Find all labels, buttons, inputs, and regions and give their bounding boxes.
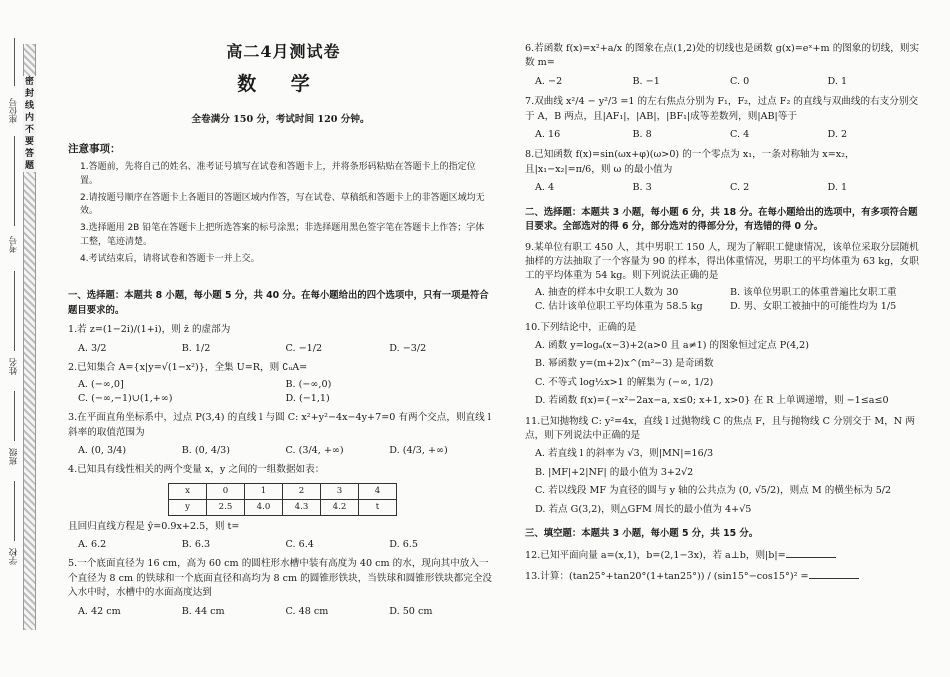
option: D. 6.5 bbox=[389, 539, 418, 551]
question-7 bbox=[525, 95, 925, 142]
option: A. 3/2 bbox=[78, 342, 107, 354]
note-item: 2.请按题号顺序在答题卡上各题目的答题区域内作答，写在试卷、草稿纸和答题卡上的非答题区域均无效。 bbox=[80, 192, 485, 217]
blank-line bbox=[14, 136, 15, 226]
option: A. −2 bbox=[535, 75, 563, 87]
label-seat: 座位号 bbox=[9, 98, 19, 124]
option: B. 44 cm bbox=[181, 605, 225, 617]
section-heading: 二、选择题：本题共 3 小题，每小题 6 分，共 18 分。在每小题给出的选项中，有多项符合题目要求。全部选对的得 6 分，部分选对的得部分分，有选错的得 0 分。 bbox=[525, 206, 918, 233]
subject-title: 数 学 bbox=[237, 73, 324, 95]
table-cell: 2 bbox=[283, 483, 321, 499]
table-cell: 2.5 bbox=[207, 499, 245, 515]
option: C. (3/4, +∞) bbox=[285, 445, 344, 457]
question-stem: 4.已知具有线性相关的两个变量 x，y 之间的一组数据如表： bbox=[68, 464, 325, 476]
options bbox=[68, 378, 493, 407]
table-cell: 4.3 bbox=[283, 499, 321, 515]
question-4 bbox=[68, 463, 493, 552]
option: D. 男、女职工被抽中的可能性均为 1/5 bbox=[730, 301, 897, 313]
option: B. |MF|+2|NF| 的最小值为 3+2√2 bbox=[535, 466, 694, 478]
question-stem: 5.一个底面直径为 16 cm，高为 60 cm 的圆柱形水槽中装有高度为 40 cm 的水，现向其中放入一个直径为 8 cm 的铁球和一个底面直径和高均为 8 cm 的圆锥形铁块，当铁球和圆锥形铁块都完全没入水中时，水槽中的水面高度达到 bbox=[68, 558, 493, 599]
option: B. 该单位男职工的体重普遍比女职工重 bbox=[730, 286, 897, 298]
option: C. 2 bbox=[730, 182, 750, 194]
seal-text: 密 封 线 内 不 要 答 题 bbox=[24, 77, 34, 171]
option: A. 4 bbox=[535, 182, 555, 194]
options bbox=[68, 605, 493, 619]
question-tail: 且回归直线方程是 ŷ=0.9x+2.5，则 t= bbox=[68, 520, 240, 532]
option: A. 函数 y=logₐ(x−3)+2(a>0 且 a≠1) 的图象恒过定点 P(4,2) bbox=[535, 340, 809, 352]
options bbox=[525, 75, 925, 89]
section-heading: 三、填空题：本题共 3 小题，每小题 5 分，共 15 分。 bbox=[525, 527, 759, 539]
option: B. 1/2 bbox=[181, 342, 211, 354]
option: C. (−∞,−1)∪(1,+∞) bbox=[78, 392, 173, 404]
table-row bbox=[169, 483, 397, 499]
question-stem: 11.已知抛物线 C: y²=4x，直线 l 过抛物线 C 的焦点 F，且与抛物线 C 分别交于 M，N 两点，则下列说法中正确的是 bbox=[525, 415, 915, 441]
question-stem: 2.已知集合 A={x|y=√(1−x²)}，全集 U=R，则 ∁ᵤA= bbox=[68, 362, 308, 374]
exam-meta: 全卷满分 150 分，考试时间 120 分钟。 bbox=[191, 113, 370, 125]
option: D. (4/3, +∞) bbox=[389, 445, 448, 457]
question-5 bbox=[68, 557, 493, 619]
label-school: 学校 bbox=[9, 548, 19, 565]
option: B. 6.3 bbox=[181, 539, 211, 551]
option: A. 若直线 l 的斜率为 √3，则|MN|=16/3 bbox=[535, 448, 714, 460]
question-13 bbox=[525, 569, 925, 584]
option: B. (0, 4/3) bbox=[181, 445, 231, 457]
option: B. −1 bbox=[632, 75, 660, 87]
question-8 bbox=[525, 148, 925, 195]
option: D. 1 bbox=[827, 182, 848, 194]
label-name: 姓名 bbox=[9, 358, 19, 375]
option: D. 1 bbox=[827, 75, 848, 87]
option: A. 6.2 bbox=[78, 539, 107, 551]
table-cell: 4 bbox=[359, 483, 397, 499]
option: A. 42 cm bbox=[78, 605, 121, 617]
note-item: 4.考试结束后，请将试卷和答题卡一并上交。 bbox=[80, 254, 260, 265]
option: B. 8 bbox=[632, 128, 652, 140]
option: C. 若以线段 MF 为直径的圆与 y 轴的公共点为 (0, √5/2)，则点 M 的横坐标为 5/2 bbox=[535, 485, 892, 497]
question-11 bbox=[525, 415, 925, 517]
question-stem: 3.在平面直角坐标系中，过点 P(3,4) 的直线 l 与圆 C: x²+y²−4x−4y+7=0 有两个交点，则直线 l 斜率的取值范围为 bbox=[68, 412, 491, 438]
section-heading: 一、选择题：本题共 8 小题，每小题 5 分，共 40 分。在每小题给出的四个选项中，只有一项是符合题目要求的。 bbox=[68, 290, 489, 316]
options bbox=[525, 181, 925, 195]
question-stem: 8.已知函数 f(x)=sin(ωx+φ)(ω>0) 的一个零点为 x₁，一条对称轴为 x=x₂，且|x₁−x₂|=π/6，则 ω 的最小值为 bbox=[525, 149, 855, 175]
options bbox=[68, 444, 493, 458]
answer-blank bbox=[786, 548, 836, 558]
table-cell: t bbox=[359, 499, 397, 515]
label-class: 班级 bbox=[9, 448, 19, 465]
option: A. (0, 3/4) bbox=[78, 445, 127, 457]
options bbox=[525, 128, 925, 142]
exam-title: 高二4月测试卷 bbox=[226, 42, 341, 61]
question-12 bbox=[525, 548, 925, 563]
option: D. −3/2 bbox=[389, 342, 427, 354]
blank-line bbox=[14, 481, 15, 541]
question-stem: 6.若函数 f(x)=x²+a/x 的图象在点(1,2)处的切线也是函数 g(x)=eˣ+m 的图象的切线，则实数 m= bbox=[525, 43, 920, 69]
option: C. 48 cm bbox=[285, 605, 329, 617]
option: C. 4 bbox=[730, 128, 750, 140]
option: A. (−∞,0] bbox=[78, 378, 124, 390]
question-10 bbox=[525, 321, 925, 409]
question-9 bbox=[525, 241, 925, 315]
question-6 bbox=[525, 42, 925, 89]
table-cell: 3 bbox=[321, 483, 359, 499]
question-stem: 7.双曲线 x²/4 − y²/3 =1 的左右焦点分别为 F₁，F₂，过点 F₂ 的直线与双曲线的右支分别交于 A，B 两点，且|AF₁|，|AB|，|BF₁|成等差数列，则|AB|等于 bbox=[525, 96, 919, 122]
answer-blank bbox=[809, 569, 859, 579]
left-column bbox=[68, 40, 493, 619]
option: C. −1/2 bbox=[285, 342, 323, 354]
question-stem: 13.计算：(tan25°+tan20°(1+tan25°)) / (sin15°−cos15°)² = bbox=[525, 570, 809, 582]
option: C. 6.4 bbox=[285, 539, 314, 551]
notes-heading: 注意事项： bbox=[68, 142, 121, 155]
option: D. 若点 G(3,2)，则△GFM 周长的最小值为 4+√5 bbox=[535, 503, 752, 515]
option: B. 幂函数 y=(m+2)x^(m²−3) 是奇函数 bbox=[535, 358, 714, 370]
blank-line bbox=[14, 271, 15, 351]
blank-line bbox=[14, 391, 15, 441]
options bbox=[525, 286, 925, 315]
table-cell: 4.2 bbox=[321, 499, 359, 515]
table-cell: 1 bbox=[245, 483, 283, 499]
options bbox=[68, 342, 493, 356]
option: D. 若函数 f(x)={−x²−2ax−a, x≤0; x+1, x>0} 在 R 上单调递增，则 −1≤a≤0 bbox=[535, 395, 889, 407]
table-cell: x bbox=[169, 483, 207, 499]
option: A. 16 bbox=[535, 128, 561, 140]
option: C. 不等式 log½x>1 的解集为 (−∞, 1/2) bbox=[535, 376, 714, 388]
data-table bbox=[168, 483, 397, 516]
option: D. 50 cm bbox=[389, 605, 433, 617]
right-column bbox=[525, 42, 925, 584]
blank-line bbox=[14, 38, 15, 86]
table-cell: 4.0 bbox=[245, 499, 283, 515]
option: D. (−1,1) bbox=[285, 392, 330, 404]
option: A. 抽查的样本中女职工人数为 30 bbox=[535, 286, 679, 298]
question-stem: 12.已知平面向量 a=(x,1)，b=(2,1−3x)，若 a⊥b，则|b|= bbox=[525, 549, 786, 561]
question-stem: 1.若 z=(1−2i)/(1+i)，则 z̄ 的虚部为 bbox=[68, 324, 231, 336]
table-cell: 0 bbox=[207, 483, 245, 499]
options bbox=[68, 538, 493, 552]
option: D. 2 bbox=[827, 128, 848, 140]
question-stem: 9.某单位有职工 450 人，其中男职工 150 人，现为了解职工健康情况，该单位采取分层随机抽样的方法抽取了一个容量为 90 的样本，得出体重情况，男职工的平均体重为 63 kg，女职工的平均体重为 54 kg。则下列说法正确的是 bbox=[525, 241, 919, 282]
option: C. 0 bbox=[730, 75, 750, 87]
note-item: 1.答题前，先将自己的姓名、准考证号填写在试卷和答题卡上，并将条形码粘贴在答题卡上的指定位置。 bbox=[80, 161, 476, 186]
table-row bbox=[169, 499, 397, 515]
binding-strip bbox=[6, 36, 36, 636]
table-cell: y bbox=[169, 499, 207, 515]
label-id: 考号 bbox=[9, 236, 19, 253]
note-item: 3.选择题用 2B 铅笔在答题卡上把所选答案的标号涂黑；非选择题用黑色签字笔在答题卡上作答；字体工整，笔迹清楚。 bbox=[80, 223, 485, 248]
option: C. 估计该单位职工平均体重为 58.5 kg bbox=[535, 301, 703, 313]
question-3 bbox=[68, 411, 493, 458]
question-2 bbox=[68, 361, 493, 406]
question-1 bbox=[68, 323, 493, 356]
option: B. 3 bbox=[632, 182, 652, 194]
option: B. (−∞,0) bbox=[285, 378, 332, 390]
question-stem: 10.下列结论中，正确的是 bbox=[525, 321, 637, 333]
